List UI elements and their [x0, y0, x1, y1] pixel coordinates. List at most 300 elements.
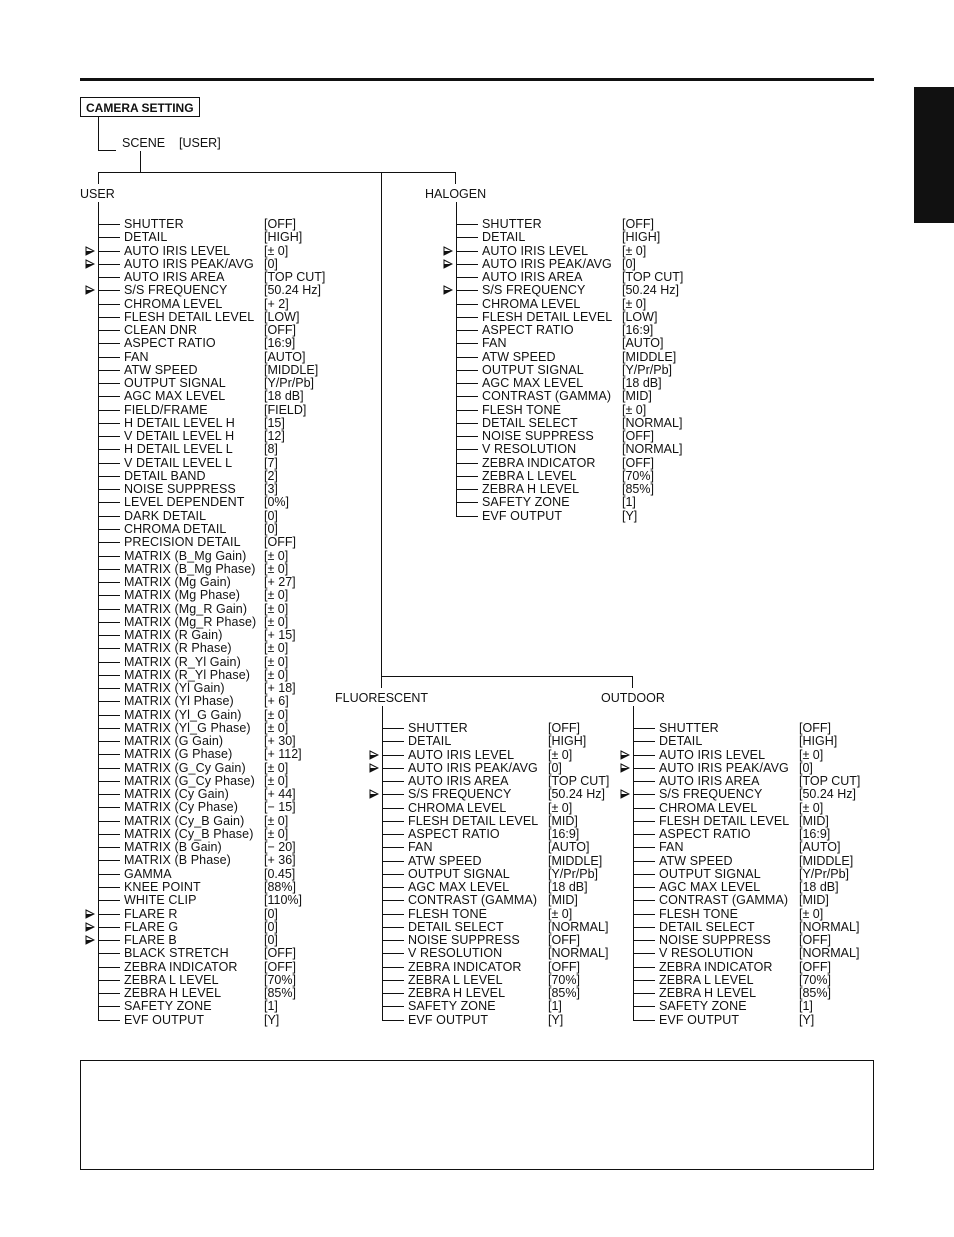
setting-row [456, 324, 716, 337]
setting-row [456, 417, 716, 430]
setting-row [633, 788, 893, 801]
tree-branch-line [98, 781, 120, 782]
setting-value: [HIGH] [799, 734, 838, 749]
setting-name: MATRIX (B_Mg Phase) [124, 561, 256, 576]
tree-branch-line [98, 688, 120, 689]
tree-branch-line [456, 264, 478, 265]
setting-name: CLEAN DNR [124, 323, 198, 338]
setting-value: [TOP CUT] [622, 270, 684, 285]
setting-value: [50.24 Hz] [622, 283, 679, 298]
setting-name: CONTRAST (GAMMA) [482, 389, 612, 404]
setting-name: ZEBRA L LEVEL [408, 972, 503, 987]
setting-name: MATRIX (Cy_B Phase) [124, 826, 254, 841]
setting-row [98, 735, 358, 748]
setting-row [633, 828, 893, 841]
setting-row [456, 231, 716, 244]
setting-row [382, 788, 642, 801]
setting-value: [TOP CUT] [264, 270, 326, 285]
setting-name: OUTPUT SIGNAL [482, 362, 584, 377]
setting-row [98, 695, 358, 708]
setting-name: GAMMA [124, 866, 172, 881]
setting-row [382, 868, 642, 881]
setting-value: [0] [622, 256, 636, 271]
setting-value: [1] [799, 999, 813, 1014]
setting-value: [± 0] [548, 906, 573, 921]
setting-name: SHUTTER [124, 217, 184, 231]
setting-value: [Y/Pr/Pb] [622, 362, 673, 377]
setting-value: [Y/Pr/Pb] [799, 866, 850, 881]
tree-branch-line [98, 463, 120, 464]
setting-value: [85%] [264, 986, 296, 1001]
setting-value: [0] [264, 521, 278, 536]
setting-row [98, 589, 358, 602]
setting-value: [16:9] [548, 827, 580, 842]
user-drop [98, 172, 99, 184]
tree-branch-line [98, 728, 120, 729]
tree-branch-line [98, 821, 120, 822]
setting-name: DETAIL [408, 734, 452, 749]
tree-branch-line [456, 502, 478, 503]
setting-value: [NORMAL] [799, 919, 860, 934]
setting-name: MATRIX (Mg Gain) [124, 575, 231, 590]
setting-value: [± 0] [264, 813, 289, 828]
tree-branch-line [98, 569, 120, 570]
tree-branch-line [98, 701, 120, 702]
setting-name: DETAIL SELECT [659, 919, 755, 934]
tree-branch-line [98, 343, 120, 344]
setting-value: [50.24 Hz] [548, 787, 605, 802]
tree-branch-line [98, 251, 120, 252]
branch-label-user: USER [80, 187, 115, 201]
setting-name: SAFETY ZONE [408, 999, 496, 1014]
setting-row [98, 1014, 358, 1027]
setting-name: AUTO IRIS PEAK/AVG [659, 760, 789, 775]
setting-name: DETAIL [659, 734, 703, 749]
tree-branch-line [98, 874, 120, 875]
tree-branch-line [382, 1020, 404, 1021]
setting-row [98, 908, 358, 921]
branch-label-fluorescent: FLUORESCENT [335, 691, 429, 705]
setting-row [98, 709, 358, 722]
setting-row [98, 337, 358, 350]
tree-branch-line [633, 980, 655, 981]
setting-name: ZEBRA H LEVEL [408, 986, 506, 1001]
setting-row [456, 430, 716, 443]
triangle-arrow-icon [85, 259, 95, 269]
setting-name: FAN [659, 840, 684, 855]
setting-name: ATW SPEED [408, 853, 482, 868]
setting-value: [AUTO] [264, 349, 306, 364]
tree-branch-line [382, 993, 404, 994]
tree-branch-line [98, 900, 120, 901]
setting-row [98, 722, 358, 735]
setting-value: [± 0] [264, 614, 289, 629]
setting-row [98, 682, 358, 695]
setting-row [382, 828, 642, 841]
tree-branch-line [98, 609, 120, 610]
tree-branch-line [456, 330, 478, 331]
tree-branch-line [456, 423, 478, 424]
setting-value: [LOW] [622, 309, 658, 324]
tree-branch-line [633, 900, 655, 901]
setting-row [98, 311, 358, 324]
tree-branch-line [633, 755, 655, 756]
setting-value: [HIGH] [264, 230, 303, 245]
setting-row [98, 417, 358, 430]
setting-row [98, 258, 358, 271]
tree-branch-line [456, 396, 478, 397]
tree-branch-line [98, 834, 120, 835]
setting-name: S/S FREQUENCY [124, 283, 228, 298]
setting-name: SHUTTER [659, 721, 719, 735]
setting-row [382, 987, 642, 1000]
setting-value: [18 dB] [622, 376, 662, 391]
setting-value: [OFF] [264, 217, 296, 231]
setting-value: [MIDDLE] [548, 853, 603, 868]
setting-row [98, 351, 358, 364]
setting-name: V RESOLUTION [482, 442, 577, 457]
camera-setting-root: CAMERA SETTING [80, 97, 200, 117]
setting-name: CHROMA LEVEL [659, 800, 758, 815]
tree-branch-line [382, 887, 404, 888]
setting-value: [1] [548, 999, 562, 1014]
setting-value: [16:9] [799, 827, 831, 842]
triangle-arrow-icon [85, 935, 95, 945]
tree-branch-line [382, 834, 404, 835]
setting-row [382, 855, 642, 868]
tree-branch-line [382, 927, 404, 928]
setting-value: [+ 27] [264, 575, 296, 590]
setting-name: AGC MAX LEVEL [408, 880, 510, 895]
setting-row [633, 908, 893, 921]
setting-name: AUTO IRIS AREA [482, 270, 583, 285]
setting-value: [Y] [799, 1012, 815, 1027]
branch-bar-top [98, 172, 456, 173]
setting-row [98, 921, 358, 934]
setting-value: [LOW] [264, 309, 300, 324]
scene-drop [140, 151, 141, 172]
setting-row [456, 284, 716, 297]
setting-row [456, 457, 716, 470]
setting-value: [3] [264, 482, 278, 497]
tree-branch-line [382, 940, 404, 941]
setting-value: [± 0] [264, 243, 289, 258]
setting-name: MATRIX (R Gain) [124, 628, 223, 643]
setting-value: [TOP CUT] [548, 774, 610, 789]
tree-branch-line [382, 900, 404, 901]
tree-branch-line [382, 967, 404, 968]
tree-branch-line [382, 953, 404, 954]
setting-row [98, 231, 358, 244]
setting-value: [0] [264, 256, 278, 271]
setting-row [633, 881, 893, 894]
setting-row [633, 947, 893, 960]
setting-name: MATRIX (R_Yl Phase) [124, 667, 251, 682]
setting-row [633, 868, 893, 881]
setting-value: [− 15] [264, 800, 296, 815]
tree-branch-line [98, 436, 120, 437]
setting-name: AUTO IRIS AREA [408, 774, 509, 789]
setting-value: [+ 15] [264, 628, 296, 643]
setting-row [98, 974, 358, 987]
setting-row [98, 603, 358, 616]
setting-name: FAN [482, 336, 507, 351]
setting-value: [NORMAL] [548, 919, 609, 934]
tree-branch-line [382, 874, 404, 875]
setting-name: NOISE SUPPRESS [124, 482, 236, 497]
tree-branch-line [98, 980, 120, 981]
tree-branch-line [633, 953, 655, 954]
setting-row [456, 245, 716, 258]
setting-name: CHROMA DETAIL [124, 521, 227, 536]
tree-branch-line [98, 940, 120, 941]
setting-value: [1] [264, 999, 278, 1014]
tree-branch-line [98, 290, 120, 291]
tree-branch-line [98, 715, 120, 716]
setting-row [98, 271, 358, 284]
setting-value: [18 dB] [264, 389, 304, 404]
setting-name: ATW SPEED [124, 362, 198, 377]
setting-row [382, 815, 642, 828]
setting-value: [18 dB] [799, 880, 839, 895]
setting-value: [− 20] [264, 840, 296, 855]
setting-name: ZEBRA H LEVEL [659, 986, 757, 1001]
setting-value: [OFF] [548, 721, 580, 735]
setting-value: [OFF] [622, 429, 654, 444]
setting-name: OUTPUT SIGNAL [408, 866, 510, 881]
setting-row [456, 377, 716, 390]
setting-name: MATRIX (Cy_B Gain) [124, 813, 245, 828]
tree-branch-line [633, 781, 655, 782]
setting-name: DETAIL SELECT [482, 415, 578, 430]
setting-name: V RESOLUTION [408, 946, 503, 961]
setting-row [98, 961, 358, 974]
setting-row [98, 748, 358, 761]
tree-branch-line [98, 967, 120, 968]
setting-value: [110%] [264, 893, 302, 908]
setting-row [98, 523, 358, 536]
tree-branch-line [98, 383, 120, 384]
setting-name: FLARE B [124, 933, 177, 948]
setting-value: [0] [264, 508, 278, 523]
setting-value: [± 0] [264, 667, 289, 682]
setting-value: [Y/Pr/Pb] [548, 866, 599, 881]
top-rule [80, 78, 874, 81]
tree-branch-line [98, 396, 120, 397]
tree-branch-line [382, 741, 404, 742]
setting-name: FLESH TONE [408, 906, 488, 921]
tree-branch-line [98, 304, 120, 305]
setting-value: [AUTO] [548, 840, 590, 855]
setting-name: FAN [124, 349, 149, 364]
setting-row [382, 722, 642, 735]
setting-value: [AUTO] [799, 840, 841, 855]
setting-row [382, 961, 642, 974]
setting-value: [12] [264, 429, 285, 444]
setting-value: [± 0] [622, 402, 647, 417]
setting-row [633, 974, 893, 987]
scene-value: [USER] [179, 136, 221, 150]
setting-name: PRECISION DETAIL [124, 535, 241, 550]
setting-row [382, 841, 642, 854]
tree-branch-line [382, 980, 404, 981]
setting-row [98, 934, 358, 947]
tree-branch-line [98, 622, 120, 623]
setting-name: MATRIX (Yl_G Phase) [124, 720, 251, 735]
setting-value: [50.24 Hz] [799, 787, 856, 802]
setting-row [633, 815, 893, 828]
tree-branch-line [633, 940, 655, 941]
setting-value: [OFF] [799, 721, 831, 735]
tree-branch-line [98, 502, 120, 503]
setting-value: [± 0] [264, 826, 289, 841]
setting-name: MATRIX (R_Yl Gain) [124, 654, 241, 669]
tree-branch-line [382, 847, 404, 848]
setting-value: [MID] [622, 389, 652, 404]
setting-row [98, 629, 358, 642]
setting-value: [± 0] [264, 641, 289, 656]
setting-name: MATRIX (B Phase) [124, 853, 231, 868]
setting-value: [FIELD] [264, 402, 307, 417]
setting-name: OUTPUT SIGNAL [124, 376, 226, 391]
setting-value: [0.45] [264, 866, 296, 881]
setting-value: [+ 2] [264, 296, 289, 311]
tree-branch-line [633, 993, 655, 994]
triangle-arrow-icon [620, 750, 630, 760]
setting-value: [Y] [264, 1012, 280, 1027]
tree-branch-line [98, 357, 120, 358]
setting-row [382, 921, 642, 934]
setting-name: AGC MAX LEVEL [124, 389, 226, 404]
tree-branch-line [98, 927, 120, 928]
setting-value: [± 0] [264, 548, 289, 563]
triangle-arrow-icon [443, 259, 453, 269]
tree-branch-line [98, 595, 120, 596]
setting-row [456, 404, 716, 417]
setting-name: S/S FREQUENCY [482, 283, 586, 298]
setting-name: NOISE SUPPRESS [408, 933, 520, 948]
setting-row [456, 258, 716, 271]
outdoor-drop [632, 676, 633, 688]
triangle-arrow-icon [620, 789, 630, 799]
triangle-arrow-icon [85, 246, 95, 256]
tree-branch-line [633, 794, 655, 795]
setting-name: FLESH DETAIL LEVEL [482, 309, 613, 324]
setting-value: [MIDDLE] [799, 853, 854, 868]
setting-name: ZEBRA INDICATOR [659, 959, 773, 974]
setting-value: [85%] [622, 482, 654, 497]
setting-row [382, 1014, 642, 1027]
setting-name: FLESH TONE [659, 906, 739, 921]
tree-branch-line [633, 1006, 655, 1007]
setting-value: [OFF] [799, 959, 831, 974]
setting-row [98, 841, 358, 854]
setting-name: MATRIX (G_Cy Gain) [124, 760, 246, 775]
triangle-arrow-icon [85, 909, 95, 919]
tree-branch-line [98, 410, 120, 411]
tree-branch-line [633, 741, 655, 742]
setting-value: [+ 18] [264, 681, 296, 696]
setting-name: V DETAIL LEVEL L [124, 455, 233, 470]
tree-branch-line [98, 237, 120, 238]
setting-name: SHUTTER [482, 217, 542, 231]
setting-value: [7] [264, 455, 278, 470]
setting-value: [OFF] [622, 455, 654, 470]
tree-branch-line [456, 251, 478, 252]
setting-value: [± 0] [799, 747, 824, 762]
setting-row [98, 987, 358, 1000]
setting-value: [TOP CUT] [799, 774, 861, 789]
setting-name: H DETAIL LEVEL H [124, 415, 235, 430]
setting-row [382, 749, 642, 762]
tree-branch-line [98, 807, 120, 808]
setting-name: DETAIL BAND [124, 468, 206, 483]
branch-bar-bottom [381, 676, 633, 677]
setting-row [382, 762, 642, 775]
setting-row [98, 801, 358, 814]
setting-value: [± 0] [622, 296, 647, 311]
setting-row [456, 298, 716, 311]
setting-value: [16:9] [622, 323, 654, 338]
setting-value: [HIGH] [622, 230, 661, 245]
tree-branch-line [456, 237, 478, 238]
setting-name: MATRIX (Mg_R Phase) [124, 614, 257, 629]
scene-label: SCENE [122, 136, 166, 150]
tree-branch-line [98, 768, 120, 769]
tree-branch-line [382, 914, 404, 915]
setting-row [633, 934, 893, 947]
tree-branch-line [456, 317, 478, 318]
setting-name: DARK DETAIL [124, 508, 207, 523]
triangle-arrow-icon [369, 750, 379, 760]
setting-name: CONTRAST (GAMMA) [408, 893, 538, 908]
tree-branch-line [633, 834, 655, 835]
setting-row [382, 894, 642, 907]
tree-branch-line [98, 489, 120, 490]
setting-name: AGC MAX LEVEL [482, 376, 584, 391]
setting-row [98, 656, 358, 669]
setting-name: H DETAIL LEVEL L [124, 442, 233, 457]
setting-name: FLESH DETAIL LEVEL [408, 813, 539, 828]
root-connector-h [98, 150, 116, 151]
tree-branch-line [98, 516, 120, 517]
setting-row [456, 218, 716, 231]
setting-value: [15] [264, 415, 285, 430]
branch-label-outdoor: OUTDOOR [601, 691, 665, 705]
setting-row [98, 881, 358, 894]
setting-value: [70%] [264, 972, 296, 987]
setting-value: [OFF] [264, 535, 296, 550]
setting-value: [0] [264, 933, 278, 948]
setting-value: [+ 44] [264, 787, 296, 802]
setting-row [456, 364, 716, 377]
setting-value: [Y/Pr/Pb] [264, 376, 315, 391]
setting-row [98, 390, 358, 403]
setting-name: EVF OUTPUT [659, 1012, 740, 1027]
halogen-drop [455, 172, 456, 184]
setting-row [382, 802, 642, 815]
setting-row [633, 749, 893, 762]
setting-value: [0] [799, 760, 813, 775]
tree-branch-line [456, 436, 478, 437]
setting-name: ZEBRA H LEVEL [124, 986, 222, 1001]
tree-branch-line [98, 860, 120, 861]
setting-row [382, 908, 642, 921]
setting-value: [1] [622, 495, 636, 510]
setting-name: NOISE SUPPRESS [482, 429, 594, 444]
setting-value: [0] [548, 760, 562, 775]
setting-row [98, 496, 358, 509]
